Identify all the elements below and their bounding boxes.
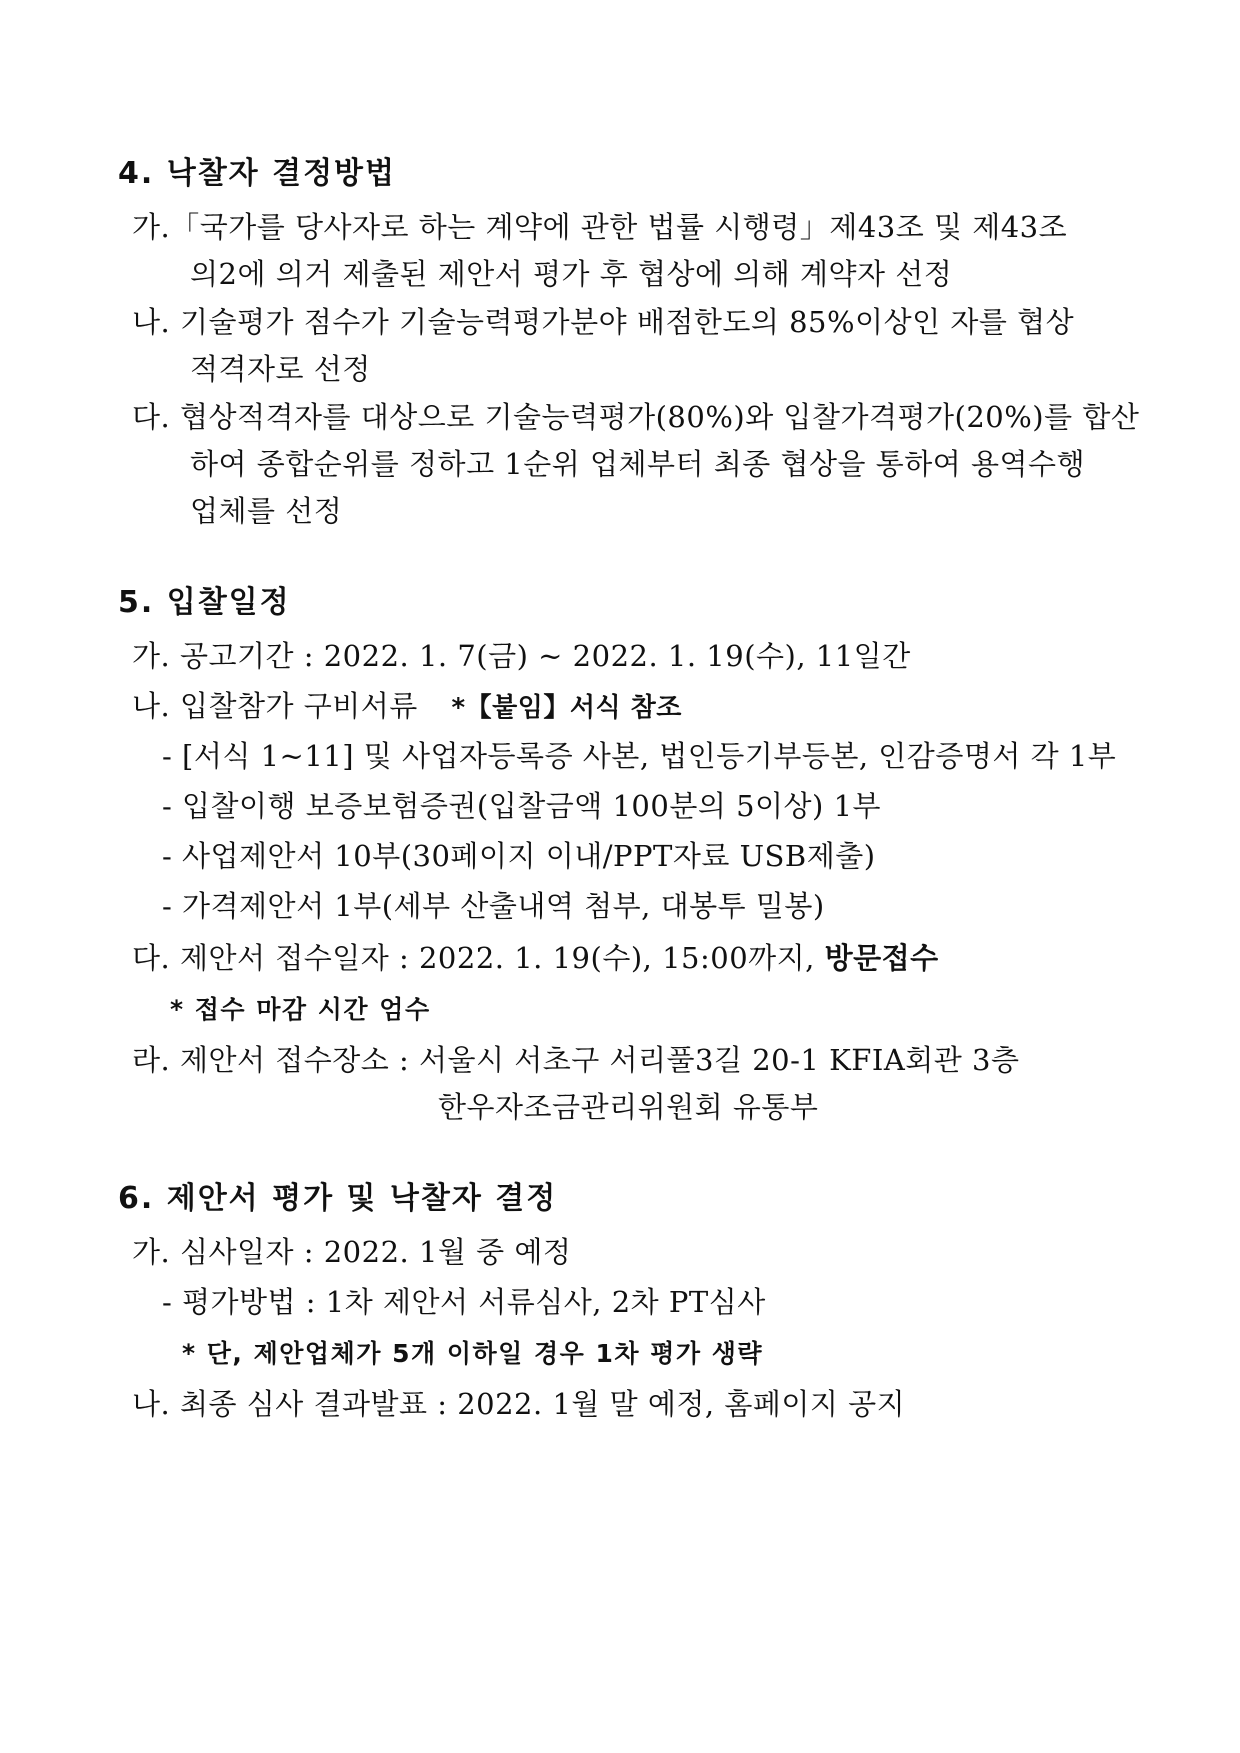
section-4-heading: 4. 낙찰자 결정방법: [118, 156, 397, 191]
section-6-sub-item: - 평가방법 : 1차 제안서 서류심사, 2차 PT심사: [162, 1285, 766, 1319]
section-5-sub-item-2: - 입찰이행 보증보험증권(입찰금액 100분의 5이상) 1부: [162, 789, 882, 823]
section-6-note: * 단, 제안업체가 5개 이하일 경우 1차 평가 생략: [182, 1339, 764, 1368]
section-5-item-b-attachment-note: *【붙임】서식 참조: [451, 693, 682, 723]
section-4-item-a-line-2: 의2에 의거 제출된 제안서 평가 후 협상에 의해 계약자 선정: [190, 257, 953, 291]
section-5-sub-item-4: - 가격제안서 1부(세부 산출내역 첨부, 대봉투 밀봉): [162, 889, 825, 923]
section-5-item-c-visit-submission: 방문접수: [824, 941, 939, 975]
section-5-item-a: 가. 공고기간 : 2022. 1. 7(금) ~ 2022. 1. 19(수), 11일간: [132, 639, 911, 673]
section-5-item-b-label: 나. 입찰참가 구비서류: [132, 689, 418, 723]
section-5-item-c-text: 다. 제안서 접수일자 : 2022. 1. 19(수), 15:00까지,: [132, 941, 815, 975]
section-4-item-c-line-1: 다. 협상적격자를 대상으로 기술능력평가(80%)와 입찰가격평가(20%)를 합산: [132, 400, 1140, 434]
section-5-item-c: [132, 940, 939, 976]
section-4-item-b-line-2: 적격자로 선정: [190, 352, 371, 386]
section-6-heading: 6. 제안서 평가 및 낙찰자 결정: [118, 1181, 558, 1216]
section-5-sub-item-3: - 사업제안서 10부(30페이지 이내/PPT자료 USB제출): [162, 839, 876, 873]
section-4-item-a-line-1: 가.「국가를 당사자로 하는 계약에 관한 법률 시행령」제43조 및 제43조: [132, 210, 1068, 244]
section-6-item-b: 나. 최종 심사 결과발표 : 2022. 1월 말 예정, 홈페이지 공지: [132, 1387, 906, 1421]
section-6-item-a: 가. 심사일자 : 2022. 1월 중 예정: [132, 1235, 572, 1269]
section-5-deadline-note: * 접수 마감 시간 엄수: [170, 995, 431, 1024]
section-5-item-d-line-1: 라. 제안서 접수장소 : 서울시 서초구 서리풀3길 20-1 KFIA회관 3층: [132, 1043, 1020, 1077]
section-4-item-c-line-2: 하여 종합순위를 정하고 1순위 업체부터 최종 협상을 통하여 용역수행: [190, 447, 1086, 481]
section-5-heading: 5. 입찰일정: [118, 585, 291, 620]
section-4-item-c-line-3: 업체를 선정: [190, 494, 343, 528]
section-5-item-d-line-2: 한우자조금관리위원회 유통부: [438, 1090, 819, 1124]
section-5-item-b: [132, 688, 682, 726]
section-4-item-b-line-1: 나. 기술평가 점수가 기술능력평가분야 배점한도의 85%이상인 자를 협상: [132, 305, 1075, 339]
section-5-sub-item-1: - [서식 1~11] 및 사업자등록증 사본, 법인등기부등본, 인감증명서 각 1부: [162, 739, 1117, 773]
